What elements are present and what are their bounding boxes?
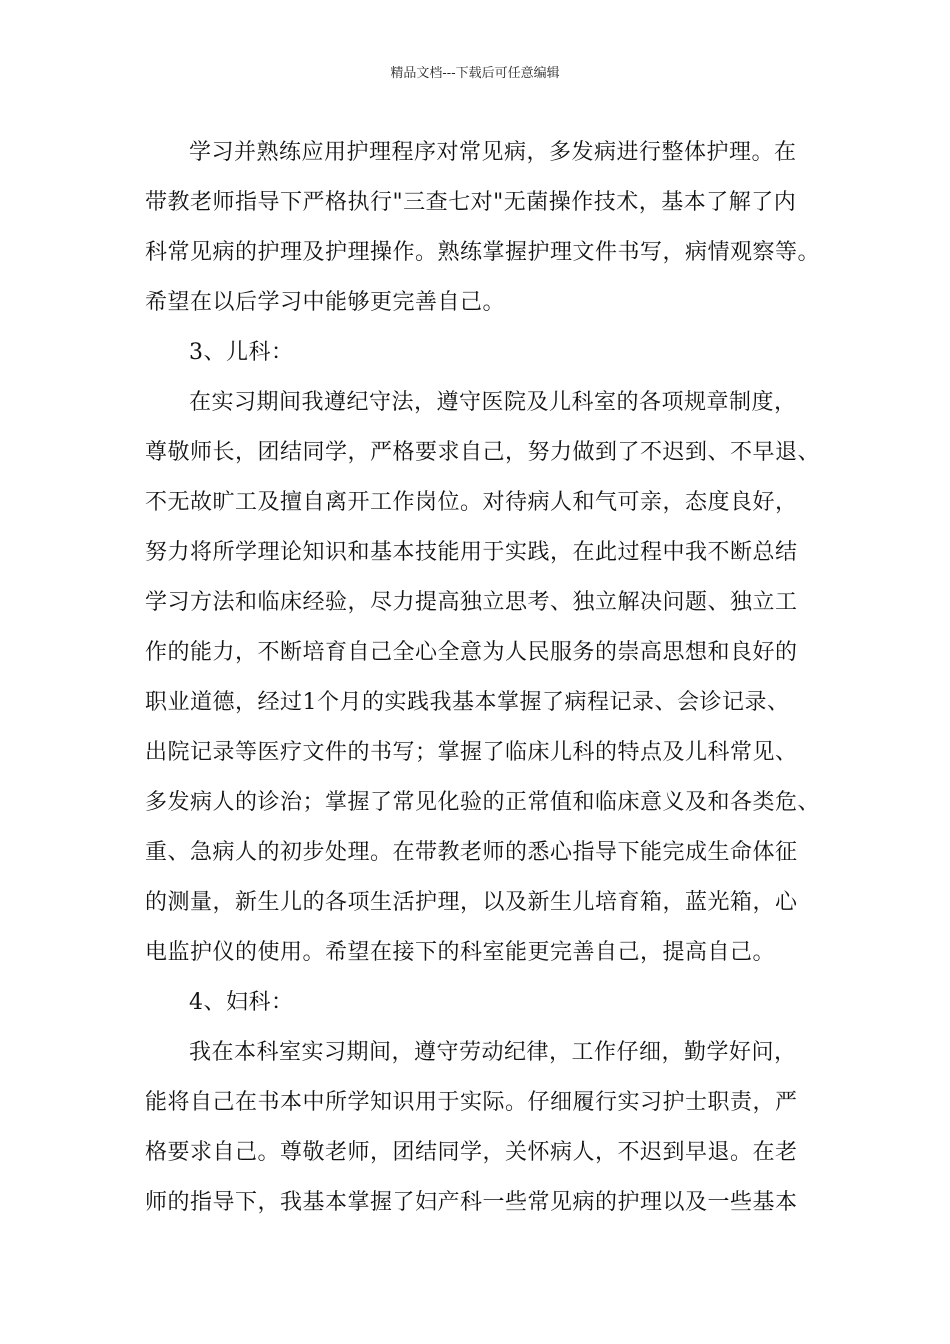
text-line: 重、急病人的初步处理。在带教老师的悉心指导下能完成生命体征 [145,840,798,865]
text-line: 不无故旷工及擅自离开工作岗位。对待病人和气可亲，态度良好， [145,490,798,515]
text-line: 多发病人的诊治；掌握了常见化验的正常值和临床意义及和各类危、 [145,790,821,815]
page-header: 精品文档---下载后可任意编辑 [390,66,560,81]
text-line: 出院记录等医疗文件的书写；掌握了临床儿科的特点及儿科常见、 [145,740,798,765]
text-line: 我在本科室实习期间，遵守劳动纪律，工作仔细，勤学好问， [189,1040,797,1065]
text-line: 格要求自己。尊敬老师，团结同学，关怀病人，不迟到早退。在老 [145,1140,798,1165]
text-line: 希望在以后学习中能够更完善自己。 [145,290,506,315]
text-line: 电监护仪的使用。希望在接下的科室能更完善自己，提高自己。 [145,940,776,965]
text-line: 职业道德，经过1个月的实践我基本掌握了病程记录、会诊记录、 [145,690,790,715]
section-heading-pediatrics: 3、儿科： [189,340,294,365]
text-line: 在实习期间我遵纪守法，遵守医院及儿科室的各项规章制度， [189,390,797,415]
text-line: 师的指导下，我基本掌握了妇产科一些常见病的护理以及一些基本 [145,1190,798,1215]
text-line: 努力将所学理论知识和基本技能用于实践，在此过程中我不断总结 [145,540,798,565]
text-line: 能将自己在书本中所学知识用于实际。仔细履行实习护士职责，严 [145,1090,798,1115]
text-line: 带教老师指导下严格执行"三查七对"无菌操作技术，基本了解了内 [145,190,797,215]
text-line: 学习方法和临床经验，尽力提高独立思考、独立解决问题、独立工 [145,590,798,615]
text-line: 学习并熟练应用护理程序对常见病，多发病进行整体护理。在 [189,140,797,165]
text-line: 作的能力，不断培育自己全心全意为人民服务的崇高思想和良好的 [145,640,798,665]
document-body [145,133,821,1233]
section-heading-gynecology: 4、妇科： [189,990,294,1015]
text-line: 尊敬师长，团结同学，严格要求自己，努力做到了不迟到、不早退、 [145,440,821,465]
text-line: 科常见病的护理及护理操作。熟练掌握护理文件书写，病情观察等。 [145,240,821,265]
text-line: 的测量，新生儿的各项生活护理，以及新生儿培育箱，蓝光箱，心 [145,890,798,915]
